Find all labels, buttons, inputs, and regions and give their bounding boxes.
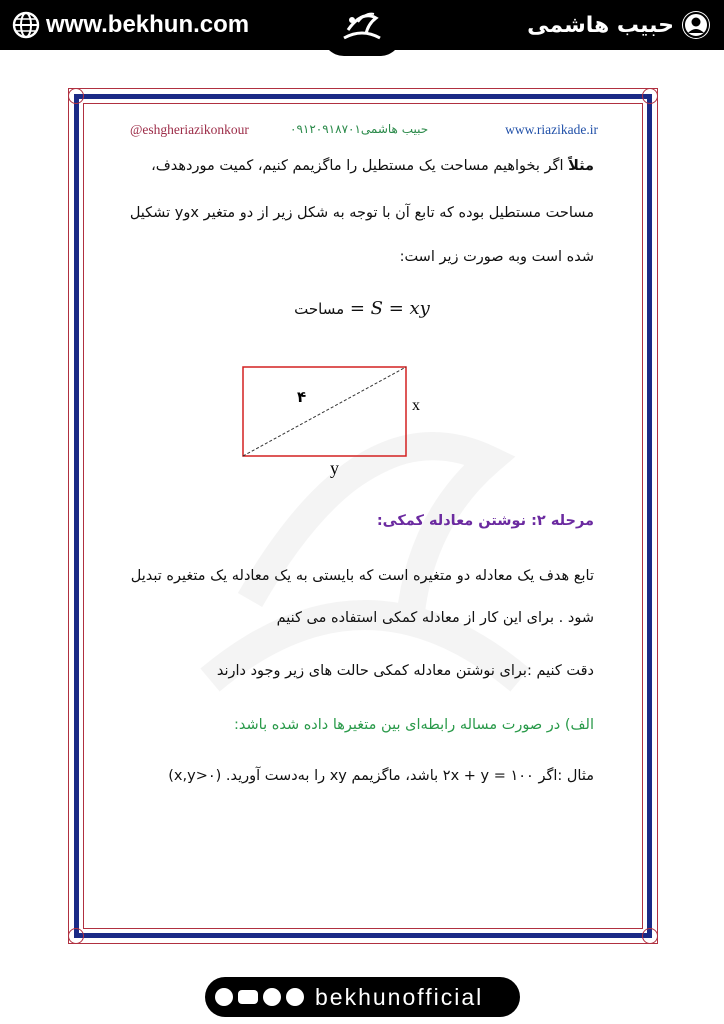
website-text: www.bekhun.com [46, 11, 250, 38]
social-handle[interactable]: bekhunofficial [315, 983, 484, 1010]
telegram-icon[interactable] [263, 988, 281, 1006]
page-header [130, 122, 598, 140]
book-logo-icon [322, 0, 402, 56]
paragraph-4: تابع هدف یک معادله دو متغیره است که بایستی به یک معادله یک متغیره تبدیل [130, 568, 594, 584]
paragraph-3: شده است وبه صورت زیر است: [399, 249, 594, 265]
paragraph-5: شود . برای این کار از معادله کمکی استفاده می کنیم [276, 610, 594, 626]
formula-expression: = S = xy [349, 298, 430, 319]
user-icon [682, 11, 710, 39]
diagram-y-label: y [330, 458, 339, 478]
logo [322, 0, 402, 56]
diagram-x-label: x [412, 397, 420, 414]
case-a-heading: الف) در صورت مساله رابطه‌ای بین متغیرها داده شده باشد: [234, 717, 594, 733]
paragraph-6: دقت کنیم :برای نوشتن معادله کمکی حالت های زیر وجود دارند [216, 663, 594, 679]
example-text: مثال :اگر ۱۰۰ = ۲x + y باشد، ماگزیمم xy را به‌دست آورید. (x,y>۰) [168, 768, 594, 784]
instagram-icon[interactable] [286, 988, 304, 1006]
website-link[interactable] [12, 8, 249, 42]
instagram-handle: @eshgheriazikonkour [130, 122, 249, 137]
example-label: مثلاً [568, 158, 594, 174]
area-formula [0, 298, 724, 319]
formula-label: مساحت [294, 300, 345, 318]
rectangle-diagonal [243, 367, 406, 456]
paragraph-1 [151, 158, 594, 174]
paragraph-2: مساحت مستطیل بوده که تابع آن با توجه به شکل زیر از دو متغیر xوy تشکیل [129, 205, 594, 221]
site-url: www.riazikade.ir [505, 122, 598, 137]
author-name: حبیب هاشمی [527, 12, 674, 38]
aparat-icon[interactable] [215, 988, 233, 1006]
social-bar [205, 977, 520, 1017]
frame-corner-ornament [642, 88, 658, 104]
frame-corner-ornament [642, 928, 658, 944]
contact-info: حبیب هاشمی۰۹۱۲۰۹۱۸۷۰۱ [290, 122, 429, 136]
globe-icon [12, 11, 40, 39]
diagram-area-label: ۴ [297, 388, 307, 406]
author-link[interactable] [527, 8, 710, 42]
youtube-icon[interactable] [238, 990, 258, 1004]
step2-heading: مرحله ۲: نوشتن معادله کمکی: [376, 513, 594, 529]
frame-corner-ornament [68, 88, 84, 104]
frame-corner-ornament [68, 928, 84, 944]
paragraph-1-text: اگر بخواهیم مساحت یک مستطیل را ماگزیمم کنیم، کمیت موردهدف، [151, 158, 569, 174]
